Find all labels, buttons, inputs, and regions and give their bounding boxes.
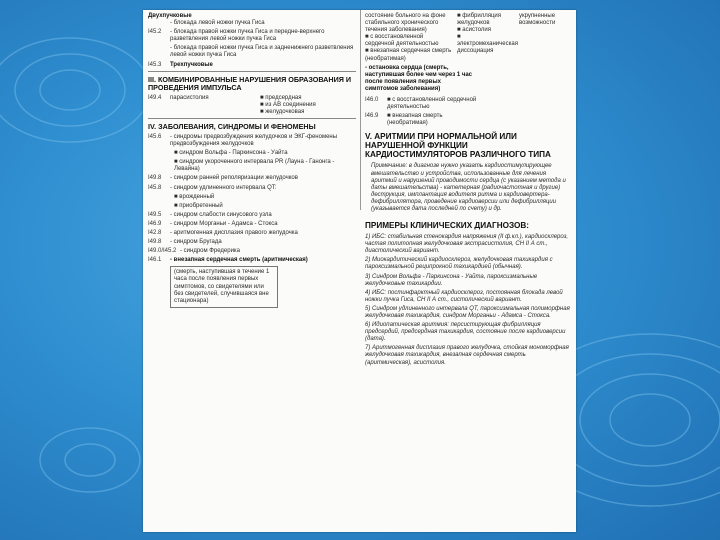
list-item	[148, 221, 356, 228]
icd-code: I49.5	[148, 211, 162, 218]
example-item: 1) ИБС: стабильная стенокардия напряжения (II ф.кл.), кардиосклероз, частая политопная желудочковая экстрасистолия, СН II А ст., диастолический вариант.	[365, 234, 569, 255]
list-item	[148, 95, 356, 116]
examples-title: ПРИМЕРЫ КЛИНИЧЕСКИХ ДИАГНОЗОВ:	[365, 221, 530, 231]
bullet-item: ■ предсердная	[260, 94, 302, 101]
list-item	[148, 159, 356, 173]
list-item	[148, 239, 356, 246]
icd-code: I45.3	[148, 61, 162, 68]
item-text: - синдром ранней реполяризации желудочков	[170, 175, 298, 182]
example-item: 5) Синдром удлиненного интервала QT, пароксизмальная полиморфная желудочковая тахикардия, синдром Морганьи - Адамса - Стокса.	[365, 305, 570, 319]
cardiac-arrest-title: - остановка сердца (смерть, наступившая более чем через 1 час после появления первых симптомов заболевания)	[365, 64, 473, 92]
item-text: - синдром Морганьи - Адамса - Стокса	[170, 220, 278, 227]
item-text: - блокада правой ножки пучка Гиса и передне-верхнего разветвления левой ножки пучка Гиса	[170, 29, 325, 43]
table-cell	[457, 13, 519, 63]
section-5-note: Примечание: в диагнозе нужно указать кардиостимулирующее вмешательство и устройства, использованные для лечения аритмий и нарушений проводимости сердца (с указанием метода и даты вмешательства) - катетерная (радиочастотная и другие) деструкция, имплантация водителя ритма и кардиовертера-дефибриллятора, проведение кардиоверсии или дефибрилляции (указывается дата последней по счету) и др.	[371, 163, 566, 212]
list-item	[148, 29, 356, 43]
list-item	[148, 62, 356, 69]
example-item: 7) Аритмогенная дисплазия правого желудочка, стойкая мономорфная желудочковая тахикардия, внезапная сердечная смерть (аритмическая), асистолия.	[365, 345, 569, 366]
example-item: 3) Синдром Вольфа - Паркинсона - Уайта, пароксизмальные желудочковые тахикардии.	[365, 273, 538, 287]
item-text: ■ приобретенный	[174, 202, 223, 209]
list-item	[148, 194, 356, 201]
icd-code: I45.2	[148, 29, 162, 36]
section-3-title: III. КОМБИНИРОВАННЫЕ НАРУШЕНИЯ ОБРАЗОВАНИЯ И ПРОВЕДЕНИЯ ИМПУЛЬСА	[148, 74, 352, 92]
cell-text: ■ с восстановленной сердечной деятельностью	[365, 34, 439, 48]
sudden-death-definition-box: (смерть, наступившая в течение 1 часа после появления первых симптомов, со свидетелями или без свидетелей, случившаяся вне стационара)	[170, 266, 278, 307]
item-text: ■ врожденный	[174, 193, 215, 200]
icd-code: I46.0	[365, 97, 379, 104]
table-cell: укрупненные возможности	[519, 13, 556, 27]
item-text: ■ синдром укороченного интервала PR (Лауна - Ганонга - Левайна)	[174, 159, 335, 173]
cell-text: ■ фибрилляция желудочков	[457, 13, 501, 27]
icd-code: I49.8	[148, 175, 162, 182]
item-text: - аритмогенная дисплазия правого желудочка	[170, 229, 298, 236]
item-text: - блокада левой ножки пучка Гиса	[170, 20, 265, 27]
icd-code: I45.6	[148, 133, 162, 140]
section-5-title: V. АРИТМИИ ПРИ НОРМАЛЬНОЙ ИЛИ НАРУШЕННОЙ ФУНКЦИИ КАРДИОСТИМУЛЯТОРОВ РАЗЛИЧНОГО ТИПА	[365, 132, 551, 160]
example-item: 2) Миокардитический кардиосклероз, желудочковая тахикардия с пароксизмальной реципрокной тахикардией (обычная).	[365, 257, 553, 271]
item-text: - синдром Бругада	[170, 239, 222, 246]
left-column	[148, 13, 356, 311]
icd-code: I49.0/I45.2	[148, 248, 177, 255]
list-item	[148, 257, 356, 264]
icd-code: I49.8	[148, 239, 162, 246]
list-item	[148, 45, 356, 59]
item-text: Трехпучковые	[170, 61, 213, 68]
list-item	[148, 20, 356, 27]
item-text: - синдромы предвозбуждения желудочков и ЭКГ-феномены предвозбуждения желудочков	[170, 133, 338, 148]
document-page	[143, 10, 576, 532]
item-text: - внезапная сердечная смерть (аритмическая)	[170, 257, 308, 264]
icd-code: I46.1	[148, 257, 162, 264]
list-item	[148, 203, 356, 210]
item-text: - синдром слабости синусового узла	[170, 211, 272, 218]
divider	[148, 118, 356, 119]
cell-text: ■ внезапная сердечная смерть (необратимая)	[365, 48, 452, 62]
item-text: ■ внезапная смерть (необратимая)	[387, 113, 443, 127]
item-text: - блокада правой ножки пучка Гиса и задненижнего разветвления левой ножки пучка Гиса	[170, 45, 354, 59]
list-item	[148, 248, 356, 255]
column-divider	[360, 10, 361, 210]
list-item	[365, 97, 572, 111]
item-text: ■ с восстановленной сердечной деятельностью	[387, 97, 477, 111]
bullet-item: ■ из АВ соединения	[260, 101, 316, 108]
list-item	[148, 134, 356, 148]
bullet-list	[260, 95, 356, 116]
table-cell	[365, 13, 457, 63]
item-text: парасистолия	[170, 94, 209, 101]
bifascicular-header: Двухпучковые	[148, 13, 192, 19]
cardiac-arrest-table	[365, 13, 572, 63]
icd-code: I42.8	[148, 229, 162, 236]
list-item	[148, 185, 356, 192]
icd-code: I45.8	[148, 184, 162, 191]
example-item: 4) ИБС: постинфарктный кардиосклероз, постоянная блокада левой ножки пучка Гиса, СН II А ст., систолический вариант.	[365, 289, 563, 303]
list-item	[365, 113, 572, 127]
icd-code: I46.9	[148, 220, 162, 227]
list-item	[148, 175, 356, 182]
divider	[148, 71, 356, 72]
list-item	[148, 230, 356, 237]
list-item	[148, 212, 356, 219]
cell-text: ■ асистолия	[457, 27, 491, 34]
cell-text: ■ электромеханическая диссоциация	[457, 34, 518, 55]
list-item	[148, 150, 356, 157]
icd-code: I49.4	[148, 94, 162, 101]
item-text: - синдром удлиненного интервала QT:	[170, 184, 277, 191]
right-column	[365, 13, 572, 369]
item-text: - синдром Фредерика	[180, 248, 241, 255]
bullet-item: ■ желудочковая	[260, 108, 305, 115]
example-item: 6) Идиопатическая аритмия: персистирующая фибрилляция предсердий, предсердная тахикардия, состояние после кардиоверсии (дата).	[365, 322, 566, 343]
section-4-title: IV. ЗАБОЛЕВАНИЯ, СИНДРОМЫ И ФЕНОМЕНЫ	[148, 121, 316, 131]
icd-code: I46.9	[365, 113, 379, 120]
cell-text: состояние больного на фоне стабильного хронического течения заболевания)	[365, 13, 446, 34]
item-text: ■ синдром Вольфа - Паркинсона - Уайта	[174, 150, 288, 157]
